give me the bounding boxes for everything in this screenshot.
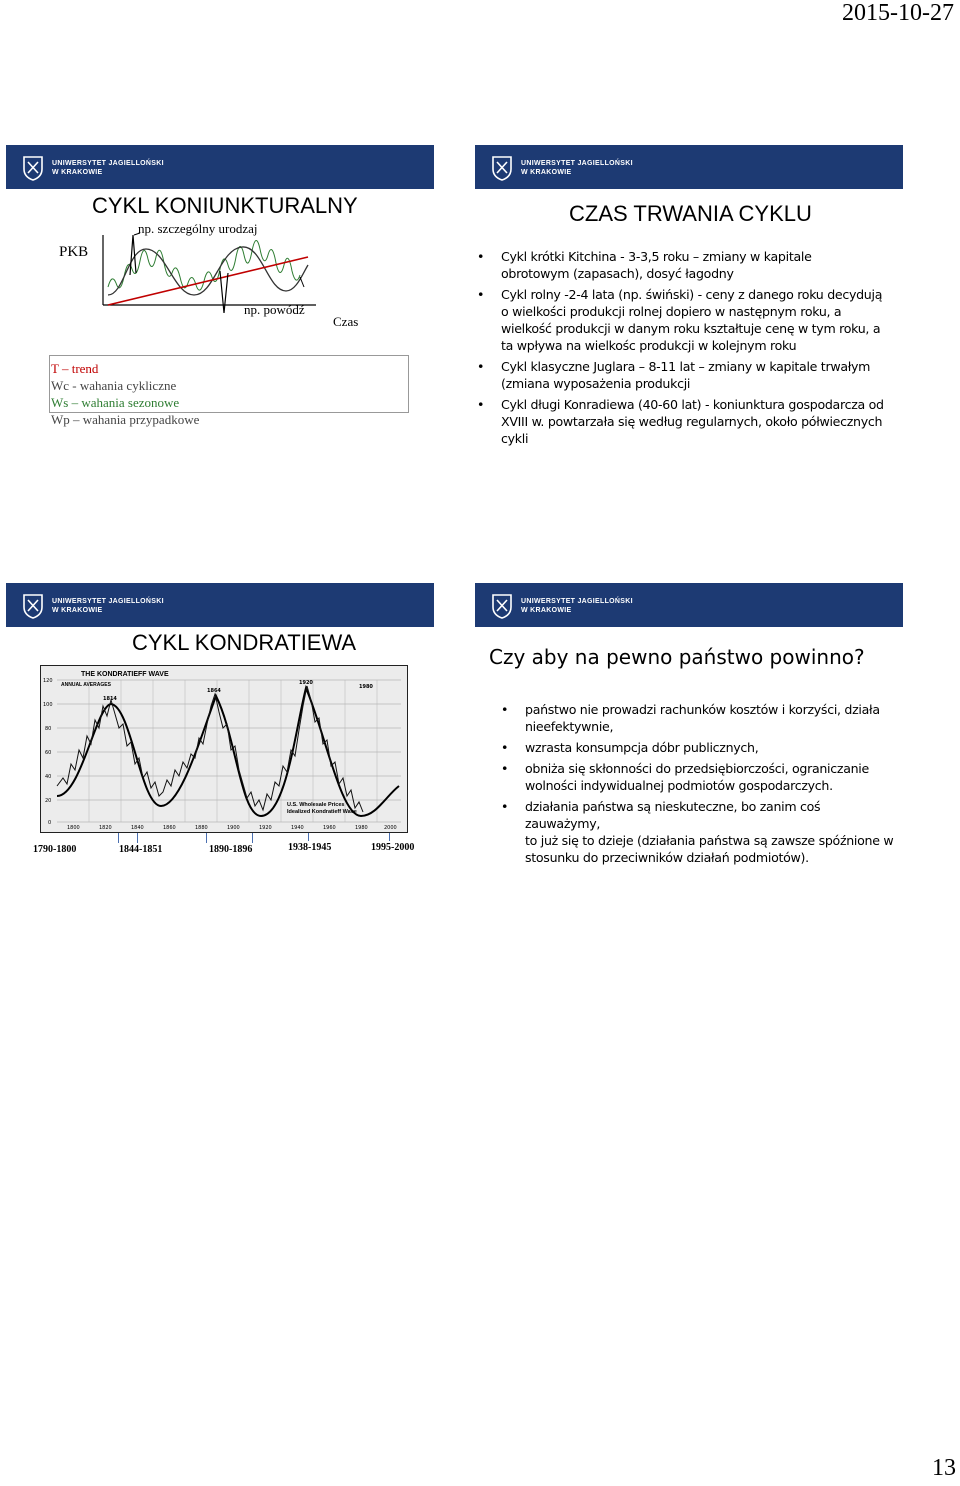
date-stamp: 2015-10-27: [842, 0, 954, 26]
slide-cycle-duration: [475, 145, 903, 446]
university-logo: [491, 592, 633, 620]
brand-line-2: W KRAKOWIE: [521, 607, 572, 614]
y-tick-100: 100: [43, 702, 53, 708]
legend-trend: T – trend: [51, 361, 99, 376]
pkb-axis-label: PKB: [59, 244, 89, 260]
brand-line-1: UNIWERSYTET JAGIELLOŃSKI: [52, 160, 164, 167]
crest-icon: [491, 155, 513, 181]
brand-line-1: UNIWERSYTET JAGIELLOŃSKI: [52, 598, 164, 605]
harvest-spike: [130, 235, 136, 275]
x-tick-1840: 1840: [131, 825, 144, 831]
brand-line-2: W KRAKOWIE: [52, 607, 103, 614]
bullet-agricultural: • Cykl rolny -2-4 lata (np. świński) - ceny z danego roku decydują o wielkości produkcji rolnej dopiero w następnym roku, a wielkość produkcji w danym roku kształtuje cenę w tym roku, a ta wpływa na wielkośc produkcji w kolejnym roku: [475, 286, 895, 354]
bullet-kitchin: • Cykl krótki Kitchina - 3-3,5 roku – zmiany w kapitale obrotowym (zapasach), dosyć łagodny: [475, 248, 895, 282]
bullet-entrepreneurship: • obniża się skłonności do przedsiębiorczości, ograniczanie wolności indywidualnej podmiotów gospodarczych.: [499, 760, 899, 794]
slide-banner: [475, 145, 903, 189]
y-tick-60: 60: [45, 750, 52, 756]
x-tick-1960: 1960: [323, 825, 336, 831]
x-tick-1940: 1940: [291, 825, 304, 831]
slide-title: Czy aby na pewno państwo powinno?: [489, 645, 865, 669]
peak-label-2: 1864: [207, 688, 221, 694]
x-tick-1920: 1920: [259, 825, 272, 831]
kondratieff-plot: [41, 666, 407, 832]
period-5: 1995-2000: [371, 842, 415, 853]
x-tick-1820: 1820: [99, 825, 112, 831]
x-tick-1880: 1880: [195, 825, 208, 831]
bullet-public-goods: • wzrasta konsumpcja dóbr publicznych,: [499, 739, 899, 756]
kondratieff-chart: [40, 665, 408, 833]
figure-legend-wave: Idealized Kondratieff Wave: [287, 809, 357, 815]
university-logo: [22, 592, 164, 620]
slide-banner: [6, 583, 434, 627]
trend-line: [108, 257, 308, 305]
x-tick-2000: 2000: [384, 825, 397, 831]
peak-label-3: 1920: [299, 680, 313, 686]
figure-subtitle: ANNUAL AVERAGES: [61, 682, 111, 688]
slide-title: CYKL KONIUNKTURALNY: [92, 193, 358, 218]
period-1: 1790-1800: [33, 844, 77, 855]
bullet-kondratiev: • Cykl długi Konradiewa (40-60 lat) - koniunktura gospodarcza od XVIII w. powtarzała się według regularnych, około półwiecznych cykli: [475, 396, 895, 447]
slide-business-cycle: [6, 145, 434, 437]
x-tick-1800: 1800: [67, 825, 80, 831]
figure-legend-prices: U.S. Wholesale Prices: [287, 802, 345, 808]
period-3: 1890-1896: [209, 844, 253, 855]
figure-title: THE KONDRATIEFF WAVE: [81, 671, 169, 678]
y-tick-120: 120: [43, 678, 53, 684]
period-4: 1938-1945: [288, 842, 332, 853]
state-list: [499, 701, 899, 870]
annotation-harvest: np. szczególny urodzaj: [138, 221, 258, 236]
duration-list: [475, 248, 895, 451]
period-2: 1844-1851: [119, 844, 163, 855]
crest-icon: [22, 593, 44, 619]
slide-title: CYKL KONDRATIEWA: [132, 630, 357, 655]
x-tick-1980: 1980: [355, 825, 368, 831]
y-tick-0: 0: [48, 820, 52, 826]
peak-label-1: 1814: [103, 696, 117, 702]
university-logo: [491, 154, 633, 182]
x-tick-1860: 1860: [163, 825, 176, 831]
bullet-juglar: • Cykl klasyczne Juglara – 8-11 lat – zmiany w kapitale trwałym (zmiana wyposażenia produkcji: [475, 358, 895, 392]
brand-line-2: W KRAKOWIE: [521, 169, 572, 176]
y-tick-80: 80: [45, 726, 52, 732]
brand-line-1: UNIWERSYTET JAGIELLOŃSKI: [521, 598, 633, 605]
slide-kondratiev: [6, 583, 434, 875]
peak-label-4: 1980: [359, 684, 373, 690]
brand-line-1: UNIWERSYTET JAGIELLOŃSKI: [521, 160, 633, 167]
legend-cyclical: Wc - wahania cykliczne: [51, 378, 177, 393]
bullet-inefficiency: • państwo nie prowadzi rachunków kosztów i korzyści, działa nieefektywnie,: [499, 701, 899, 735]
slide-title: CZAS TRWANIA CYKLU: [569, 201, 812, 226]
y-tick-20: 20: [45, 798, 52, 804]
x-tick-1900: 1900: [227, 825, 240, 831]
legend-seasonal: Ws – wahania sezonowe: [51, 395, 180, 410]
legend-random: Wp – wahania przypadkowe: [51, 412, 200, 427]
annotation-flood: np. powódź: [244, 302, 305, 317]
y-tick-40: 40: [45, 774, 52, 780]
time-axis-label: Czas: [333, 314, 359, 329]
crest-icon: [491, 593, 513, 619]
bullet-ineffective: • działania państwa są nieskuteczne, bo zanim coś zauważymy, to już się to dzieje (działania państwa są zawsze spóźnione w stosunku do przeciwników działań podmiotów).: [499, 798, 899, 866]
brand-line-2: W KRAKOWIE: [52, 169, 103, 176]
cycle-legend: [49, 355, 409, 427]
slide-state-role: [475, 583, 903, 875]
slide-banner: [475, 583, 903, 627]
page-number: 13: [932, 1455, 956, 1481]
